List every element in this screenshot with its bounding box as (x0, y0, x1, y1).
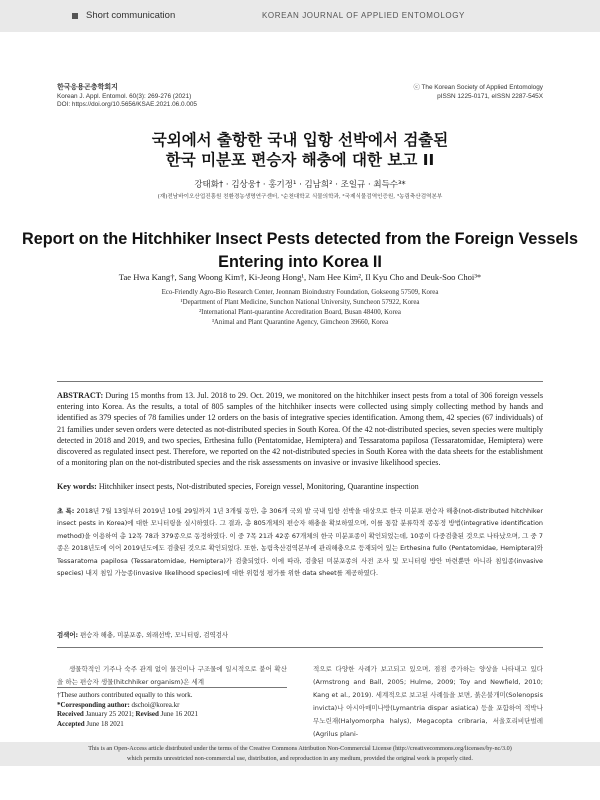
abstract-label: ABSTRACT: (57, 391, 104, 400)
english-affiliations (0, 288, 600, 328)
citation: Korean J. Appl. Entomol. 60(3): 269-276 (2021) (57, 92, 192, 100)
korean-affiliations: (재)전남바이오산업진흥원 친환경농생명연구센터, ¹순천대학교 식물의학과, ²국제식물검역인증원, ³농림축산검역본부 (157, 194, 443, 200)
doi-link[interactable]: DOI: https://doi.org/10.5656/KSAE.2021.06.0.005 (57, 101, 197, 109)
korean-title-line1: 국외에서 출항한 국내 입항 선박에서 검출된 (151, 131, 449, 149)
revised-label: Revised (135, 710, 159, 719)
copyright: ⓒ The Korean Society of Applied Entomology (413, 84, 543, 91)
korean-abstract-text: 2018년 7월 13일부터 2019년 10월 29일까지 1년 3개월 동안, 총 306개 국외 발 국내 입항 선박을 대상으로 한국 미분포 편승자 해충(not-distributed hitchhiker insect pests in Korea)에 대한 모니터링을 실시하였다. 그 결과, 총 805개체의 편승자 해충을 확보하였으며, 이를 통합 분류학적 종동정 방법(integrative identification method)을 이용하여 총 12목 78과 379종으로 동정하였다. 이 중 7목 21과 42종 67개체의 한국 미분포종이 확인되었는데, 10종이 다중검출된 것으로 나타났으며, 그 중 7종은 2018년도에 이어 2019년도에도 검출된 것으로 확인되었다. 또한, 농림축산검역본부에 관리해충으로 등재되어 있는 Erthesina fullo (Pentatomidae, Hemiptera)와 Tessaratoma papilosa (Tessaratomidae, Hemiptera)가 검출되었다. 이에 따라, 검출된 미분포종의 사전 조사 및 모니터링 방안 마련뿐만 아니라 침입종(invasive species) 내지 침입 가능종(invasive likelihood species)에 대한 위험성 평가를 위한 data sheet를 제공하였다. (57, 507, 544, 578)
korean-title (0, 130, 600, 170)
accepted (57, 720, 287, 730)
english-authors: Tae Hwa Kang†, Sang Woong Kim†, Ki-Jeong Hong¹, Nam Hee Kim², Il Kyu Cho and Deuk-Soo Choi³* (118, 272, 482, 282)
corresponding-email[interactable]: dschoi@korea.kr (131, 700, 180, 709)
affiliation-line: ¹Department of Plant Medicine, Sunchon National University, Suncheon 57922, Korea (180, 299, 420, 306)
corresponding-label: *Corresponding author: (57, 700, 130, 709)
keywords (57, 482, 543, 491)
body-text-left: 생물학적인 기주나 숙주 관계 없이 물건이나 구조물에 일시적으로 붙어 확산을 하는 편승자 생물(hitchhiker organism)은 세계 (57, 665, 287, 686)
copyright-block (413, 84, 543, 101)
received-revised (57, 710, 287, 720)
corresponding-author (57, 701, 287, 711)
abstract (57, 390, 543, 468)
korean-authors: 강태화† · 김상웅† · 홍기정¹ · 김남희² · 조일규 · 최득수³* (194, 180, 406, 190)
license-line1: This is an Open-Access article distributed under the terms of the Creative Commons Attribution Non-Commercial License (http://creativecommons.org/licenses/by-nc/3.0) (88, 745, 512, 752)
korean-keywords-label: 검색어: (57, 631, 79, 639)
affiliation-line: ³Animal and Plant Quarantine Agency, Gimcheon 39660, Korea (211, 319, 389, 326)
keywords-text: Hitchhiker insect pests, Not-distributed species, Foreign vessel, Monitoring, Quarantine inspection (98, 482, 419, 491)
english-title (0, 228, 600, 274)
equal-contribution-note: †These authors contributed equally to this work. (57, 691, 193, 699)
abstract-text: During 15 months from 13. Jul. 2018 to 29. Oct. 2019, we monitored on the hitchhiker insect pests from a total of 306 foreign vessels entering into Korea. As the results, a total of 805 samples of the hitchhiker insects were collected using simply collecting method by hands and identified as 379 species of 78 families under 12 orders on the basis of integrative species identification. Among them, 42 species (67 individuals) of 21 families under seven orders were detected as not-distributed species in South Korea. Of the 42 not-distributed species, seven species were multiply detected in 2018 and 2019, and two species, Erthesina fullo (Pentatomidae, Hemiptera) and Tessaratoma papilosa (Tessaratomidae, Hemiptera) were discovered as regulated insect pest. Therefore, we reported on the 42 not-distributed species in South Korea with the data sheets for the establishment of a monitoring plan on the not-distributed species and the risk assessments on invasive or invasive likelihood species. (57, 391, 543, 468)
journal-name: KOREAN JOURNAL OF APPLIED ENTOMOLOGY (262, 11, 465, 20)
header-bar (0, 0, 600, 32)
korean-journal-name: 한국응용곤충학회지 (57, 84, 118, 91)
korean-keywords (57, 630, 543, 639)
received-label: Received (57, 710, 84, 719)
english-title-line1: Report on the Hitchhiker Insect Pests detected from the Foreign Vessels (22, 230, 578, 248)
license-bar (0, 742, 600, 766)
footnotes (57, 687, 287, 729)
divider (57, 647, 543, 648)
section-bullet-icon (72, 13, 78, 19)
issn: pISSN 1225-0171, eISSN 2287-545X (437, 92, 543, 100)
keywords-label: Key words: (57, 482, 97, 491)
section-label: Short communication (86, 10, 176, 21)
korean-abstract (57, 505, 543, 579)
citation-block (57, 84, 197, 110)
affiliation-line: ²International Plant-quarantine Accreditation Board, Busan 48400, Korea (199, 309, 401, 316)
korean-title-line2: 한국 미분포 편승자 해충에 대한 보고 II (165, 151, 435, 169)
divider (57, 381, 543, 382)
accepted-label: Accepted (57, 719, 85, 728)
korean-keywords-text: 편승자 해충, 미분포종, 외래선박, 모니터링, 검역검사 (80, 631, 229, 639)
license-line2: which permits unrestricted non-commercial use, distribution, and reproduction in any medium, provided the original work is properly cited. (127, 755, 473, 762)
revised-date: June 16 2021 (160, 710, 198, 719)
affiliation-line: Eco-Friendly Agro-Bio Research Center, Jeonnam Bioindustry Foundation, Gokseong 57509, Korea (161, 289, 439, 296)
english-title-line2: Entering into Korea II (218, 253, 382, 271)
body-text-right: 적으로 다양한 사례가 보고되고 있으며, 점점 증가하는 양상을 나타내고 있다(Armstrong and Ball, 2005; Hulme, 2009; Toy and Newfield, 2010; Kang et al., 2019). 세계적으로 보고된 사례들을 보면, 붉은불개미(Solenopsis invicta)나 아시아매미나방(Lymantria dispar asiatica) 등을 포함하여 적박나무노린재(Halyomorpha halys), Megacopta cribraria, 서울호리비단벌레(Agrilus plani- (313, 665, 543, 738)
accepted-date: June 18 2021 (86, 719, 124, 728)
received-date: January 25 2021; (85, 710, 134, 719)
korean-abstract-label: 초 록: (57, 507, 75, 515)
